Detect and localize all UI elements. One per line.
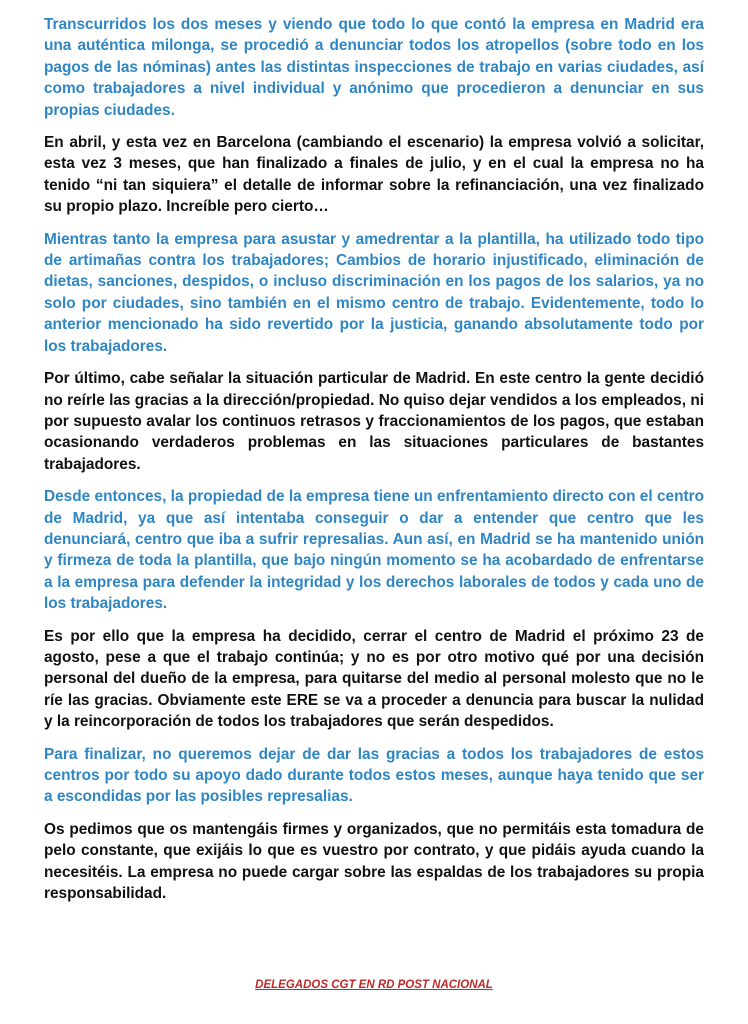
paragraph-8: Os pedimos que os mantengáis firmes y organizados, que no permitáis esta tomadura de pelo constante, que exijáis lo que es vuestro por contrato, y que pidáis ayuda cuando la necesitéis. La empresa no puede cargar sobre las espaldas de los trabajadores su propia responsabilidad.	[44, 820, 704, 903]
document-body	[44, 14, 704, 915]
paragraph-2: En abril, y esta vez en Barcelona (cambiando el escenario) la empresa volvió a solicitar, esta vez 3 meses, que han finalizado a finales de julio, y en el cual la empresa no ha tenido “ni tan siquiera” el detalle de informar sobre la refinanciación, una vez finalizado su propio plazo. Increíble pero cierto…	[44, 134, 704, 216]
paragraph-6: Es por ello que la empresa ha decidido, cerrar el centro de Madrid el próximo 23 de agosto, pese a que el trabajo continúa; y no es por otro motivo qué por una decisión personal del dueño de la empresa, para quitarse del medio al personal molesto que no le ríe las gracias. Obviamente este ERE se va a proceder a denuncia para buscar la nulidad y la reincorporación de todos los trabajadores que serán despedidos.	[44, 627, 704, 731]
paragraph-1: Transcurridos los dos meses y viendo que todo lo que contó la empresa en Madrid era una auténtica milonga, se procedió a denunciar todos los atropellos (sobre todo en los pagos de las nóminas) antes las distintas inspecciones de trabajo en varias ciudades, así como trabajadores a nivel individual y anónimo que procedieron a denunciar en sus propias ciudades.	[44, 16, 704, 119]
paragraph-7: Para finalizar, no queremos dejar de dar las gracias a todos los trabajadores de estos centros por todo su apoyo dado durante todos estos meses, aunque haya tenido que ser a escondidas por las posibles represalias.	[44, 745, 704, 806]
footer-signature: DELEGADOS CGT EN RD POST NACIONAL	[255, 979, 493, 991]
paragraph-5: Desde entonces, la propiedad de la empresa tiene un enfrentamiento directo con el centro de Madrid, ya que así intentaba conseguir o dar a entender que centro que les denunciará, centro que iba a sufrir represalias. Aun así, en Madrid se ha mantenido unión y firmeza de toda la plantilla, que bajo ningún momento se ha acobardado de enfrentarse a la empresa para defender la integridad y los derechos laborales de todos y cada uno de los trabajadores.	[44, 488, 704, 613]
paragraph-4: Por último, cabe señalar la situación particular de Madrid. En este centro la gente decidió no reírle las gracias a la dirección/propiedad. No quiso dejar vendidos a los empleados, ni por supuesto avalar los continuos retrasos y fraccionamientos de los pagos, que estaban ocasionando verdaderos problemas en las situaciones particulares de bastantes trabajadores.	[44, 370, 704, 473]
paragraph-3: Mientras tanto la empresa para asustar y amedrentar a la plantilla, ha utilizado todo tipo de artimañas contra los trabajadores; Cambios de horario injustificado, eliminación de dietas, sanciones, despidos, o incluso discriminación en los pagos de los salarios, ya no solo por ciudades, sino también en el mismo centro de trabajo. Evidentemente, todo lo anterior mencionado ha sido revertido por la justicia, ganando absolutamente todo por los trabajadores.	[44, 230, 704, 355]
